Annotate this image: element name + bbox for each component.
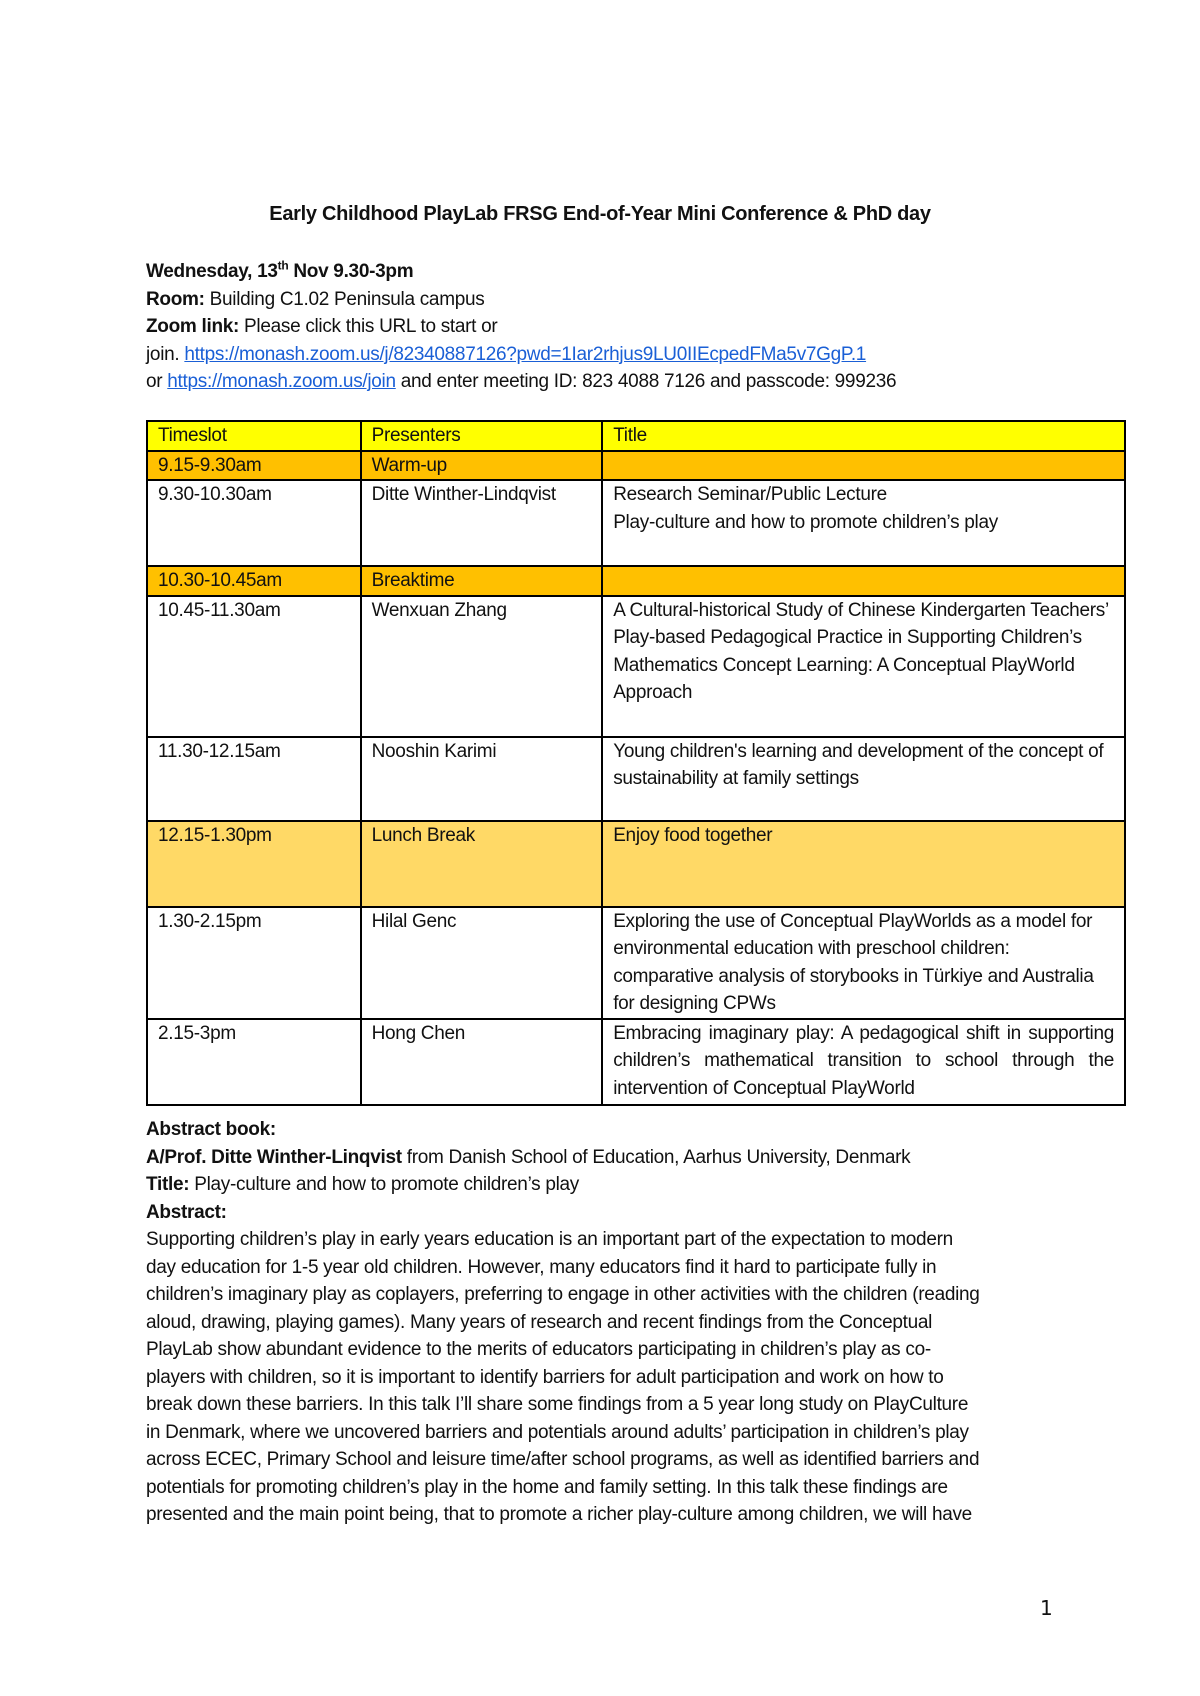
abstract-title: [146, 1171, 1066, 1199]
cell-time: 9.30-10.30am: [147, 480, 361, 566]
schedule-table: [146, 420, 1126, 1106]
table-row: [147, 566, 1125, 596]
cell-presenter: Lunch Break: [361, 821, 603, 907]
cell-title: Embracing imaginary play: A pedagogical shift in supporting children’s mathematical transition to school through the intervention of Conceptual PlayWorld: [602, 1019, 1125, 1105]
cell-time: 10.45-11.30am: [147, 596, 361, 737]
abstract-label: [146, 1199, 1066, 1227]
cell-time: 10.30-10.45am: [147, 566, 361, 596]
room-label: Room:: [146, 288, 205, 310]
join-prefix: join.: [146, 343, 185, 365]
event-info: [146, 258, 1136, 396]
zoom-join-link[interactable]: https://monash.zoom.us/join: [167, 371, 396, 392]
cell-presenter: Hong Chen: [361, 1019, 603, 1105]
event-date: [146, 258, 1136, 286]
cell-title: [602, 480, 1125, 566]
cell-time: 2.15-3pm: [147, 1019, 361, 1105]
zoom-link[interactable]: https://monash.zoom.us/j/82340887126?pwd=1Iar2rhjus9LU0IIEcpedFMa5v7GgP.1: [184, 343, 867, 365]
cell-title: Exploring the use of Conceptual PlayWorlds as a model for environmental education with preschool children: comparative analysis of storybooks in Türkiye and Australia for designing CPWs: [602, 907, 1125, 1019]
page-number: 1: [1040, 1596, 1053, 1620]
table-row: [147, 821, 1125, 907]
cell-title-line1: Research Seminar/Public Lecture: [613, 484, 887, 505]
cell-title: Young children's learning and development of the concept of sustainability at family settings: [602, 737, 1125, 821]
table-row: [147, 737, 1125, 821]
cell-presenter: Breaktime: [361, 566, 603, 596]
or-prefix: or: [146, 371, 168, 392]
author-name: A/Prof. Ditte Winther-Linqvist: [146, 1146, 402, 1168]
date-suffix: Nov 9.30-3pm: [288, 261, 414, 282]
abstract-heading: [146, 1116, 1066, 1144]
page-title: Early Childhood PlayLab FRSG End-of-Year Mini Conference & PhD day: [269, 203, 931, 225]
cell-time: 11.30-12.15am: [147, 737, 361, 821]
meeting-line: [146, 368, 1136, 396]
cell-presenter: Wenxuan Zhang: [361, 596, 603, 737]
cell-title-line2: Play-culture and how to promote children’s play: [613, 511, 998, 533]
cell-title: Enjoy food together: [602, 821, 1125, 907]
cell-title: [602, 451, 1125, 481]
date-sup: th: [277, 258, 289, 273]
table-row: [147, 480, 1125, 566]
abstract-author: [146, 1144, 1066, 1172]
table-row: [147, 451, 1125, 481]
zoom-info: [146, 313, 1136, 341]
table-row: [147, 596, 1125, 737]
cell-presenter: Ditte Winther-Lindqvist: [361, 480, 603, 566]
title-value: Play-culture and how to promote children’s play: [189, 1174, 579, 1195]
abstract-section: [146, 1116, 1066, 1529]
date-prefix: Wednesday, 13: [146, 261, 278, 282]
zoom-text: Please click this URL to start or: [239, 316, 498, 337]
abstract-body: Supporting children’s play in early years education is an important part of the expectation to modern day education for 1-5 year old children. However, many educators find it hard to participate fully in children’s imaginary play as coplayers, preferring to engage in other activities with the children (reading aloud, drawing, playing games). Many years of research and recent findings from the Conceptual PlayLab show abundant evidence to the merits of educators participating in children’s play as co- players with children, so it is important to identify barriers for adult participation and work on how to break down these barriers. In this talk I’ll share some findings from a 5 year long study on PlayCulture in Denmark, where we uncovered barriers and potentials around adults’ participation in children’s play across ECEC, Primary School and leisure time/after school programs, as well as identified barriers and potentials for promoting children’s play in the home and family setting. In this talk these findings are presented and the main point being, that to promote a richer play-culture among children, we will have: [146, 1229, 980, 1525]
header-title: Title: [602, 421, 1125, 451]
cell-presenter: Nooshin Karimi: [361, 737, 603, 821]
table-row: [147, 1019, 1125, 1105]
cell-time: 9.15-9.30am: [147, 451, 361, 481]
zoom-label: Zoom link:: [146, 316, 240, 337]
table-header-row: [147, 421, 1125, 451]
header-timeslot: Timeslot: [147, 421, 361, 451]
title-label: Title:: [146, 1174, 190, 1195]
room-value: Building C1.02 Peninsula campus: [204, 288, 485, 310]
event-room: [146, 286, 1136, 314]
meeting-id-text: and enter meeting ID: 823 4088 7126 and passcode: 999236: [395, 371, 897, 392]
table-row: [147, 907, 1125, 1019]
author-affiliation: from Danish School of Education, Aarhus University, Denmark: [401, 1146, 911, 1168]
zoom-link-line: [146, 341, 1136, 369]
abstract-heading-text: Abstract book:: [146, 1119, 276, 1140]
cell-presenter: Hilal Genc: [361, 907, 603, 1019]
cell-time: 12.15-1.30pm: [147, 821, 361, 907]
abstract-label-text: Abstract:: [146, 1201, 227, 1223]
cell-title: [602, 566, 1125, 596]
header-presenters: Presenters: [361, 421, 603, 451]
cell-title: A Cultural-historical Study of Chinese Kindergarten Teachers’ Play-based Pedagogical Practice in Supporting Children’s Mathematics Concept Learning: A Conceptual PlayWorld Approach: [602, 596, 1125, 737]
cell-presenter: Warm-up: [361, 451, 603, 481]
cell-time: 1.30-2.15pm: [147, 907, 361, 1019]
